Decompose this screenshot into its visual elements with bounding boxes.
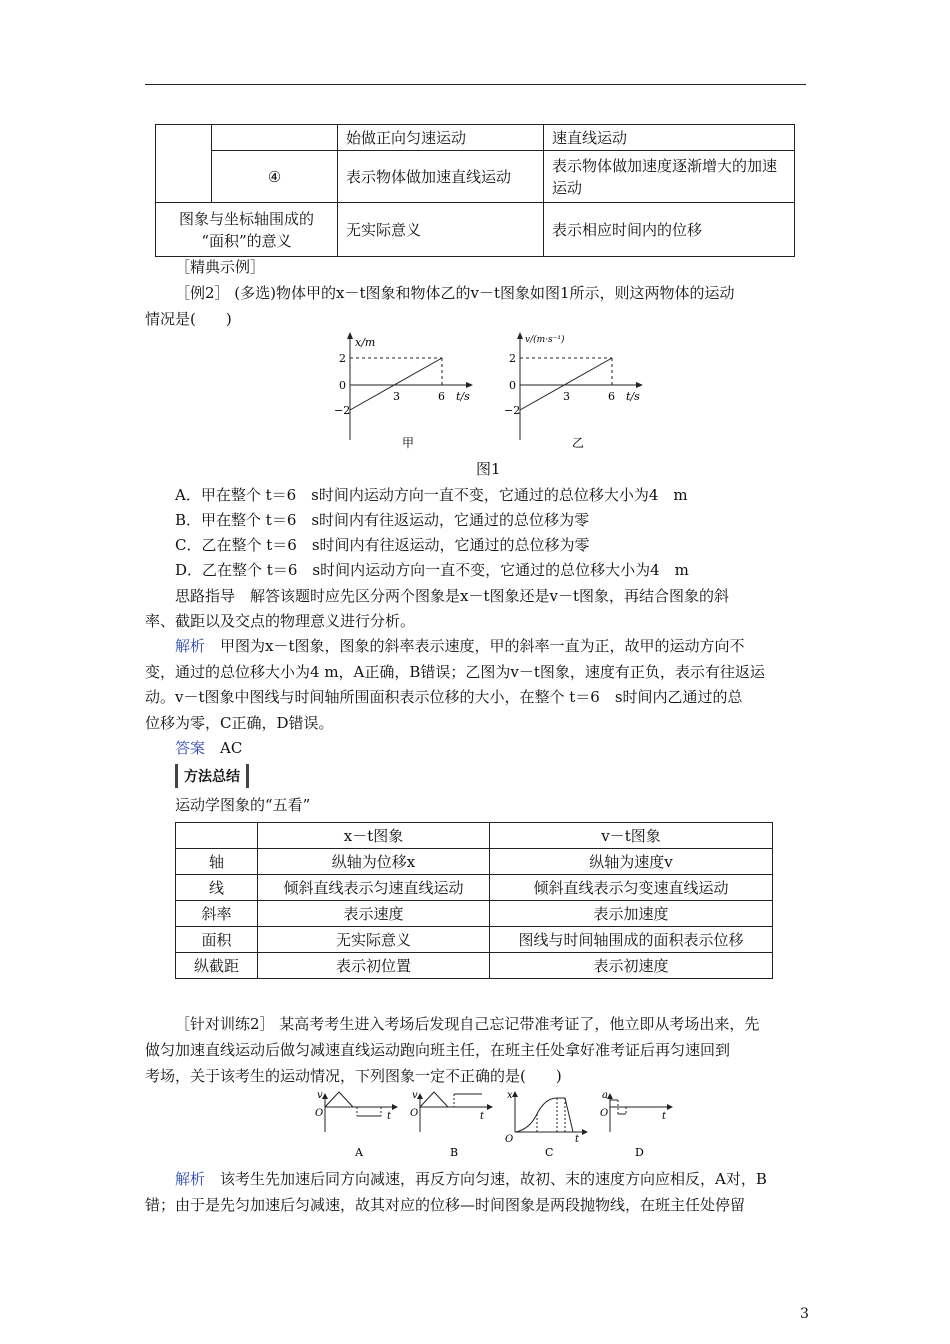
tick-x-3: 3 bbox=[393, 390, 400, 403]
vt-curve bbox=[420, 1092, 448, 1107]
tick-y-neg2: −2 bbox=[504, 404, 521, 417]
table-header-cell bbox=[176, 823, 258, 849]
table-header-row bbox=[176, 823, 773, 849]
graph-c bbox=[505, 1090, 588, 1159]
answer-line bbox=[175, 735, 242, 761]
y-label: v/(m·s⁻¹) bbox=[525, 335, 565, 345]
table-cell bbox=[156, 125, 212, 203]
table-row bbox=[176, 953, 773, 979]
table-cell: 表示物体做加速度逐渐增大的加速运动 bbox=[544, 151, 795, 203]
table-row bbox=[156, 125, 795, 151]
graph-caption: C bbox=[545, 1146, 554, 1159]
tick-y-0: 0 bbox=[339, 379, 346, 392]
table-cell: 表示速度 bbox=[258, 901, 490, 927]
x-label: t bbox=[575, 1134, 580, 1145]
training-graphs bbox=[300, 1090, 680, 1165]
table-cell: 表示加速度 bbox=[490, 901, 773, 927]
analysis-line-1 bbox=[175, 633, 745, 659]
analysis-line-4: 位移为零，C正确，D错误。 bbox=[145, 714, 334, 732]
area-label-line2: “面积”的意义 bbox=[201, 231, 292, 250]
option-b: B．甲在整个 t＝6 s时间内有往返运动，它通过的总位移为零 bbox=[175, 511, 590, 529]
table-cell: 始做正向匀速运动 bbox=[338, 125, 544, 151]
x-arrow bbox=[582, 1129, 588, 1135]
comparison-table bbox=[155, 124, 795, 257]
graph-jia bbox=[334, 332, 473, 450]
y-label: v bbox=[317, 1090, 323, 1101]
origin-label: O bbox=[505, 1134, 514, 1145]
table-cell: 倾斜直线表示匀速直线运动 bbox=[258, 875, 490, 901]
training-line-1: ［针对训练2］ 某高考考生进入考场后发现自己忘记带准考证了，他立即从考场出来，先 bbox=[175, 1015, 760, 1033]
table-cell: 无实际意义 bbox=[338, 203, 544, 257]
graph-yi bbox=[504, 332, 643, 450]
table-row bbox=[156, 203, 795, 257]
vt-curve bbox=[325, 1092, 353, 1107]
graph-caption: A bbox=[355, 1146, 363, 1159]
table-cell: 纵轴为速度v bbox=[490, 849, 773, 875]
y-arrow bbox=[517, 332, 523, 339]
method-summary-title: 方法总结 bbox=[175, 764, 249, 788]
table-cell: 线 bbox=[176, 875, 258, 901]
example-line-1: ［例2］ (多选)物体甲的x－t图象和物体乙的v－t图象如图1所示，则这两物体的运动 bbox=[175, 284, 735, 302]
analysis2-line-2: 错；由于是先匀加速后匀减速，故其对应的位移—时间图象是两段抛物线，在班主任处停留 bbox=[145, 1196, 746, 1214]
table-header-cell: x－t图象 bbox=[258, 823, 490, 849]
x-arrow bbox=[667, 1104, 673, 1110]
example-header: ［精典示例］ bbox=[175, 258, 266, 276]
x-label: t bbox=[662, 1111, 667, 1122]
x-arrow bbox=[487, 1104, 493, 1110]
table-cell: 倾斜直线表示匀变速直线运动 bbox=[490, 875, 773, 901]
figure-caption: 图1 bbox=[476, 460, 501, 478]
origin-label: O bbox=[600, 1108, 609, 1119]
origin-label: O bbox=[315, 1108, 324, 1119]
tick-y-2: 2 bbox=[339, 352, 346, 365]
option-c: C．乙在整个 t＝6 s时间内有往返运动，它通过的总位移为零 bbox=[175, 536, 590, 554]
y-label: v bbox=[412, 1090, 418, 1101]
x-label: t/s bbox=[456, 390, 470, 403]
graph-d bbox=[600, 1090, 673, 1159]
training-line-3: 考场，关于该考生的运动情况，下列图象一定不正确的是( ) bbox=[145, 1067, 562, 1085]
tick-x-6: 6 bbox=[608, 390, 615, 403]
table-cell: 表示初速度 bbox=[490, 953, 773, 979]
graph-caption: B bbox=[450, 1146, 459, 1159]
graph-caption: 乙 bbox=[572, 436, 585, 450]
table-row bbox=[176, 875, 773, 901]
xt-curve bbox=[515, 1098, 573, 1132]
answer-label: 答案 bbox=[175, 739, 206, 757]
graph-a bbox=[315, 1090, 398, 1159]
table-cell: 轴 bbox=[176, 849, 258, 875]
analysis2-label: 解析 bbox=[175, 1170, 206, 1188]
table-cell: 速直线运动 bbox=[544, 125, 795, 151]
analysis2-line-1 bbox=[175, 1166, 767, 1192]
option-a: A．甲在整个 t＝6 s时间内运动方向一直不变，它通过的总位移大小为4 m bbox=[175, 486, 688, 504]
area-label-line1: 图象与坐标轴围成的 bbox=[178, 209, 314, 228]
figure-1 bbox=[330, 330, 640, 455]
origin-label: O bbox=[410, 1108, 419, 1119]
y-label: x bbox=[507, 1090, 513, 1101]
table-cell: 纵轴为位移x bbox=[258, 849, 490, 875]
y-arrow bbox=[417, 1093, 423, 1099]
graph-b bbox=[410, 1090, 493, 1159]
x-label: t/s bbox=[626, 390, 640, 403]
x-arrow bbox=[392, 1104, 398, 1110]
y-label: x/m bbox=[355, 336, 376, 349]
y-arrow bbox=[347, 332, 353, 339]
y-arrow bbox=[512, 1091, 518, 1097]
table-cell: ④ bbox=[212, 151, 338, 203]
table-cell: 表示相应时间内的位移 bbox=[544, 203, 795, 257]
x-arrow bbox=[466, 382, 473, 388]
x-label: t bbox=[480, 1111, 485, 1122]
table-cell bbox=[212, 125, 338, 151]
area-label-cell bbox=[156, 203, 338, 257]
tick-y-0: 0 bbox=[509, 379, 516, 392]
training-line-2: 做匀加速直线运动后做匀减速直线运动跑向班主任，在班主任处拿好准考证后再匀速回到 bbox=[145, 1041, 731, 1059]
tick-x-3: 3 bbox=[563, 390, 570, 403]
graph-caption: D bbox=[635, 1146, 644, 1159]
page-number: 3 bbox=[800, 1306, 809, 1322]
graph-caption: 甲 bbox=[402, 436, 415, 450]
table-header-cell: v－t图象 bbox=[490, 823, 773, 849]
table-cell: 无实际意义 bbox=[258, 927, 490, 953]
table-cell: 面积 bbox=[176, 927, 258, 953]
tick-x-6: 6 bbox=[438, 390, 445, 403]
table-row bbox=[176, 901, 773, 927]
tick-y-2: 2 bbox=[509, 352, 516, 365]
table-row bbox=[156, 151, 795, 203]
example-line-2: 情况是( ) bbox=[145, 310, 232, 328]
analysis-text: 甲图为x－t图象，图象的斜率表示速度，甲的斜率一直为正，故甲的运动方向不 bbox=[205, 637, 745, 655]
five-look-title: 运动学图象的“五看” bbox=[175, 796, 311, 814]
header-rule bbox=[145, 84, 806, 85]
y-arrow bbox=[322, 1093, 328, 1099]
tick-y-neg2: −2 bbox=[334, 404, 351, 417]
x-arrow bbox=[636, 382, 643, 388]
y-label: a bbox=[602, 1090, 608, 1101]
analysis-label: 解析 bbox=[175, 637, 206, 655]
analysis2-text: 该考生先加速后同方向减速，再反方向匀速，故初、末的速度方向应相反，A对，B bbox=[205, 1170, 767, 1188]
analysis-line-3: 动。v－t图象中图线与时间轴所围面积表示位移的大小，在整个 t＝6 s时间内乙通过的总 bbox=[145, 688, 743, 706]
table-cell: 图线与时间轴围成的面积表示位移 bbox=[490, 927, 773, 953]
table-cell: 纵截距 bbox=[176, 953, 258, 979]
five-look-table bbox=[175, 822, 773, 979]
answer-value: AC bbox=[205, 739, 243, 757]
option-d: D．乙在整个 t＝6 s时间内运动方向一直不变，它通过的总位移大小为4 m bbox=[175, 561, 689, 579]
table-row bbox=[176, 849, 773, 875]
thinking-line-2: 率、截距以及交点的物理意义进行分析。 bbox=[145, 612, 416, 630]
table-cell: 斜率 bbox=[176, 901, 258, 927]
table-cell: 表示初位置 bbox=[258, 953, 490, 979]
analysis-line-2: 变，通过的总位移大小为4 m，A正确，B错误；乙图为v－t图象，速度有正负，表示有往返运 bbox=[145, 663, 765, 681]
thinking-line-1: 思路指导 解答该题时应先区分两个图象是x－t图象还是v－t图象，再结合图象的斜 bbox=[175, 587, 729, 605]
table-cell: 表示物体做加速直线运动 bbox=[338, 151, 544, 203]
table-row bbox=[176, 927, 773, 953]
x-label: t bbox=[387, 1111, 392, 1122]
